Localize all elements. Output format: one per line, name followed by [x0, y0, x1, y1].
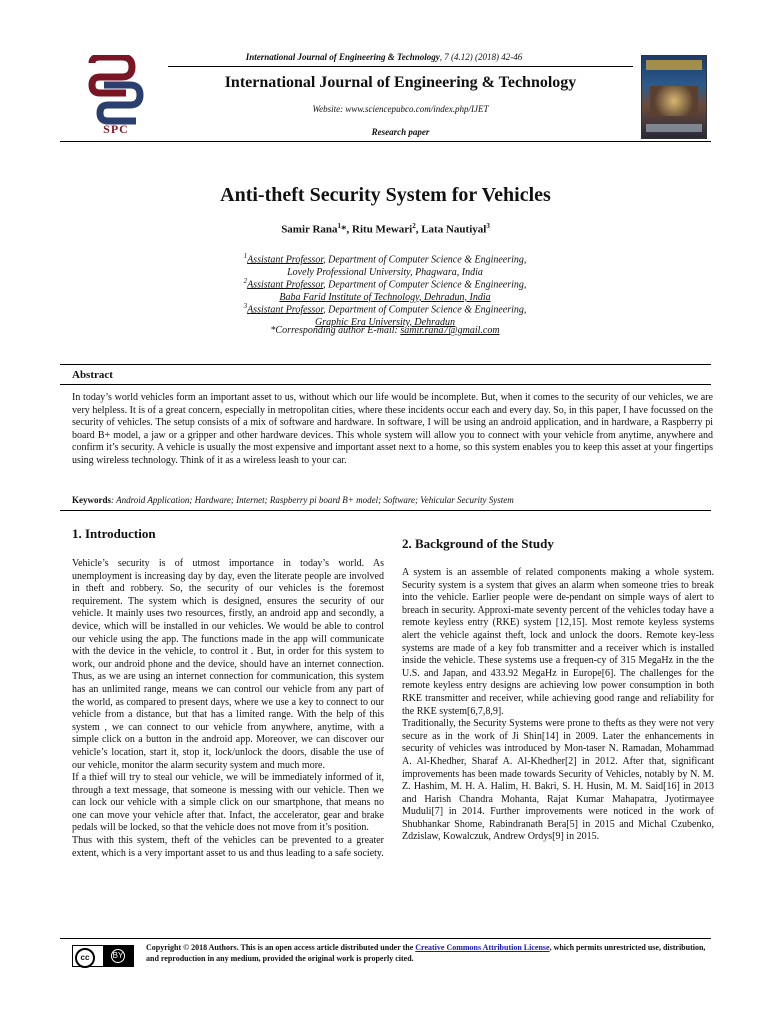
- footer-rule: [60, 938, 711, 939]
- journal-website: Website: www.sciencepubco.com/index.php/IJET: [312, 104, 489, 114]
- abstract-top-rule: [60, 364, 711, 365]
- abstract-text: In today’s world vehicles form an important asset to us, without which our life would be incomplete. But, when it comes to the security of our vehicles, we are very helpless. It is of a great concern, especially in metropolitan cities, where these incidents occur each and every day. So, in this paper, I have focussed on the security of vehicles. The setup consists of a mix of software and hardware. In software, I will be using an android application, and in hardware, a Raspberry pi board B+ model, a jaw or a gripper and other hardware devices. This whole system will allow you to connect with your vehicle from anytime, anywhere and confirm it’s security. A vehicle is usually the most expensive and important asset next to a home, so this system enables you to keep this asset at your fingertips using wireless technology. Think of it as a wireless leash to your car.: [72, 392, 713, 466]
- journal-citation: [200, 52, 568, 62]
- creative-commons-icon: cc BY: [72, 945, 134, 967]
- citation-journal: International Journal of Engineering & Technology: [245, 52, 440, 62]
- paper-title: Anti-theft Security System for Vehicles: [220, 184, 551, 206]
- author-name: Ritu Mewari: [352, 223, 413, 236]
- journal-cover-image: [641, 55, 707, 139]
- author-list: Samir Rana$^1$*, Ritu Mewari$^2$, Lata Nautiyal$^3$: [281, 222, 490, 236]
- introduction-body: [72, 558, 384, 860]
- paragraph: If a thief will try to steal our vehicle, we will be immediately informed of it, through a text message, that someone is messing with our vehicle. Then we can lock our vehicle with a simple click on our smartphone, that means no one can move your vehicle after that. Infact, the accelerator, gear and brake pedals will be locked, so that the vehicle does not move from it’s position.: [72, 772, 384, 834]
- license-link[interactable]: Creative Commons Attribution License: [415, 943, 550, 952]
- abstract-heading: Abstract: [72, 369, 113, 381]
- affiliation: $^3$Assistant Professor, Department of Computer Science & Engineering, Graphic Era University, Dehradun: [243, 302, 527, 328]
- author-email-link[interactable]: samir.rana7@gmail.com: [400, 325, 500, 336]
- section-heading-background: 2. Background of the Study: [402, 536, 554, 551]
- keywords: Keywords: Android Application; Hardware; Internet; Raspberry pi board B+ model; Software; Vehicular Security System: [72, 495, 514, 505]
- copyright-notice: Copyright © 2018 Authors. This is an open access article distributed under the Creative Commons Attribution License, which permits unrestricted use, distribution, and reproduction in any medium, provided the original work is properly cited.: [146, 943, 706, 963]
- publisher-logo-text: SPC: [103, 122, 129, 136]
- background-body: [402, 567, 714, 844]
- header-divider: [168, 66, 633, 67]
- affiliation: $^1$Assistant Professor, Department of Computer Science & Engineering, Lovely Professional University, Phagwara, India: [243, 252, 527, 278]
- header-bottom-rule: [60, 141, 711, 142]
- section-heading-introduction: 1. Introduction: [72, 526, 156, 541]
- keywords-rule: [60, 510, 711, 511]
- author-name: Lata Nautiyal: [421, 223, 487, 236]
- paragraph: Vehicle’s security is of utmost importance in today’s world. As unemployment is increasing day by day, even the literate people are involved in theft and robbery. So, the security of our vehicles is the foremost requirement. The system which is designed, ensures the security of our vehicle. It mainly uses two resources, firstly, an android app and secondly, a device, which will be installed in our vehicles. We would be able to control our vehicle using the app. The functions made in the app will communicate with the device in the vehicle, to control it . But, in order for this system to work, our android phone and the device, should have an internet connection. Thus, as we are using an internet connection for communication, this system has an unlimited range, means we can control our vehicle from any part of the world, as compared to present days, where we use a key to connect to our vehicle from a distance, but that has a limited range. With the help of this system , we can connect to our vehicle from anywhere, anytime, with a simple click on a button in the android app. Moreover, we can discover our vehicle’s location, start it, stop it, lock/unlock the doors, disable the use of our vehicle, monitor the alarm security system and much more.: [72, 558, 384, 771]
- paragraph: Traditionally, the Security Systems were prone to thefts as they were not very secure as in the work of Ji Shin[14] in 2009. Later the enhancements in security of vehicles was introduced by Mon-taser N. Ramadan, Mohammad A. Al-Khedher, Sharaf A. Al-Khedher[2] in 2012. After that, significant improvements has been made towards Security of Vehicles, notably by N. M. Z. Hashim, M. H. A. Halim, H. Bakri, S. H. Husin, M. M. Said[16] in 2013 and Harish Chandra Mohanta, Rajat Kumar Mahapatra, Jyotirmayee Muduli[7] in 2014. Further improvements were noticed in the work of Shubhankar Shome, Rabindranath Bera[5] in 2015 and Michal Czubenko, Zdzislaw, Kowalczuk, Andrew Ordys[9] in 2015.: [402, 718, 714, 843]
- citation-volume: , 7 (4.12) (2018) 42-46: [439, 52, 523, 62]
- corresponding-author: *Corresponding author E-mail: samir.rana7@gmail.com: [270, 325, 500, 336]
- journal-name: International Journal of Engineering & Technology: [224, 74, 577, 91]
- affiliation: $^2$Assistant Professor, Department of Computer Science & Engineering, Baba Farid Institute of Technology, Dehradun, India: [243, 277, 527, 303]
- paragraph: A system is an assemble of related components making a whole system. Security system is a system that gives an alarm when someone tries to break into the vehicle. Earlier people were de-pendant on simple ways of alert to breach in security. Approxi-mate seventy percent of the vehicles today have a remote keyless entry (RKE) system [12,15]. Most remote keyless systems alert the vehicle against theft, lock and unlock the doors. Remote key-less systems are made of a key fob transmitter and a receiver which is installed inside the vehicle. These systems use a frequen-cy of 315 MegaHz in the the U.S. and Japan, and 433.92 MegaHz in Europe[6]. The challenges for the remote keyless entry designs are achieving low power consumption in both RKE transmitter and receiver, while achieving good range and reliability for the RKE system[6,7,8,9].: [402, 567, 714, 717]
- abstract-heading-rule: [60, 384, 711, 385]
- paragraph: Thus with this system, theft of the vehicles can be prevented to a greater extent, which is a very important asset to us and thus leading to a safe society.: [72, 835, 384, 859]
- author-name: Samir Rana: [281, 223, 338, 236]
- paper-type: Research paper: [371, 127, 430, 137]
